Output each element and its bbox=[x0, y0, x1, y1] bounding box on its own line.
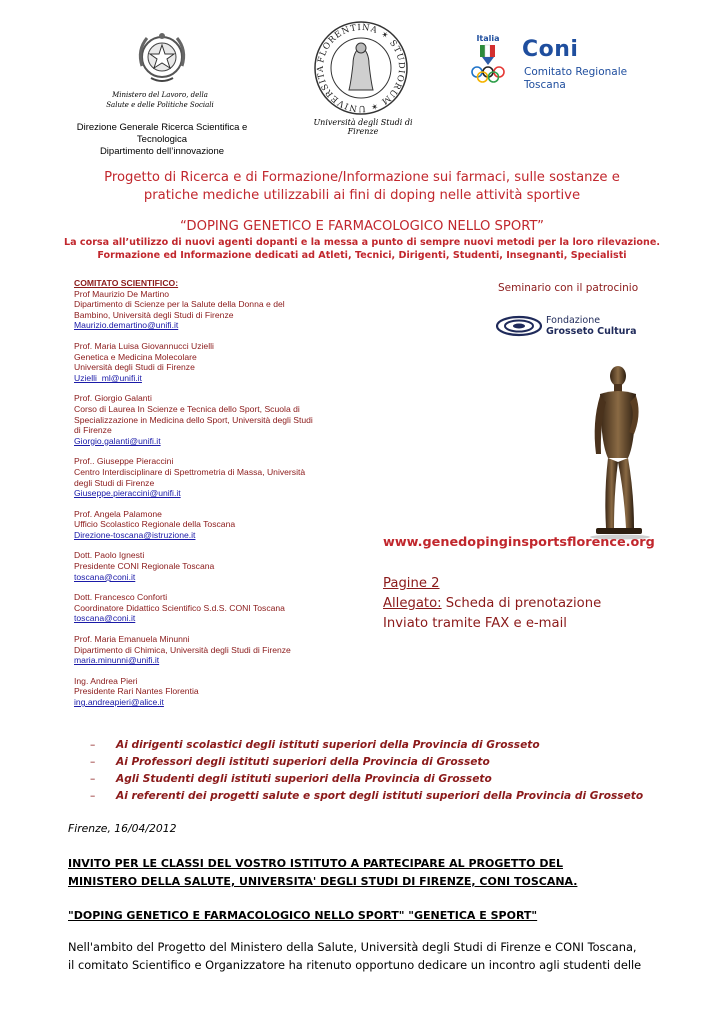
sent-via: Inviato tramite FAX e e-mail bbox=[383, 616, 567, 631]
committee-member: Prof Maurizio De Martino Dipartimento di Scienze per la Salute della Donna e del Bambino, Università degli Studi di Firenze Maurizio.demartino@unifi.it bbox=[74, 289, 324, 331]
coni-italia-label: Italia bbox=[476, 34, 500, 43]
website-link[interactable]: www.genedopinginsportsflorence.org bbox=[383, 535, 655, 550]
member-email-link[interactable]: Direzione-toscana@istruzione.it bbox=[74, 529, 196, 540]
fondazione-name: Fondazione Grosseto Cultura bbox=[546, 315, 637, 337]
doping-title: “DOPING GENETICO E FARMACOLOGICO NELLO SPORT” bbox=[179, 219, 545, 234]
committee-member: Prof. Angela Palamone Ufficio Scolastico Regionale della Toscana Direzione-toscana@istruzione.it bbox=[74, 509, 324, 541]
recipient-item: – Agli Studenti degli istituti superiori della Provincia di Grosseto bbox=[90, 773, 492, 785]
university-seal bbox=[313, 20, 409, 116]
svg-text:FLORENTINA ✶ STUDIORUM ✶ UNIVE: FLORENTINA ✶ STUDIORUM ✶ UNIVERSITA bbox=[315, 22, 407, 114]
department: Direzione Generale Ricerca Scientifica e Tecnologica Dipartimento dell’innovazione bbox=[76, 122, 248, 157]
member-email-link[interactable]: ing.andreapieri@alice.it bbox=[74, 697, 164, 707]
coni-name: Coni bbox=[522, 37, 579, 62]
committee-member: Dott. Paolo Ignesti Presidente CONI Regionale Toscana toscana@coni.it bbox=[74, 550, 324, 582]
committee-member: Prof.. Giuseppe Pieraccini Centro Interdisciplinare di Spettrometria di Massa, Università degli Studi di Firenze Giuseppe.pieraccini@unifi.it bbox=[74, 456, 324, 498]
member-email-link[interactable]: Giorgio.galanti@unifi.it bbox=[74, 435, 161, 446]
coni-subtitle: Comitato Regionale Toscana bbox=[524, 66, 628, 91]
seminar-patronage: Seminario con il patrocinio bbox=[498, 282, 639, 294]
committee-member: Prof. Maria Luisa Giovannucci Uzielli Genetica e Medicina Molecolare Università degli Studi di Firenze Uzielli_ml@unifi.it bbox=[74, 341, 324, 383]
letter-body: Nell'ambito del Progetto del Ministero della Salute, Università degli Studi di Firenze e CONI Toscana, il comitato Scientifico e Organizzatore ha ritenuto opportuno dedicare un incontro agli studenti delle bbox=[68, 940, 642, 972]
bronze-statue-image bbox=[582, 362, 654, 540]
member-email-link[interactable]: Uzielli_ml@unifi.it bbox=[74, 372, 142, 383]
letter-date: Firenze, 16/04/2012 bbox=[68, 822, 177, 835]
member-email-link[interactable]: toscana@coni.it bbox=[74, 613, 136, 624]
letter-subject: "DOPING GENETICO E FARMACOLOGICO NELLO SPORT" "GENETICA E SPORT" bbox=[68, 909, 538, 922]
coni-logo bbox=[468, 34, 508, 90]
committee-member: Ing. Andrea Pieri Presidente Rari Nantes Florentia ing.andreapieri@alice.it bbox=[74, 676, 324, 708]
committee-member: Dott. Francesco Conforti Coordinatore Didattico Scientifico S.d.S. CONI Toscana toscana@coni.it bbox=[74, 592, 324, 624]
committee-member: Prof. Giorgio Galanti Corso di Laurea In Scienze e Tecnica dello Sport, Scuola di Specializzazione in Medicina dello Sport, Università degli Studi di Firenze Giorgio.galanti@unifi.it bbox=[74, 393, 324, 446]
committee-member: Prof. Maria Emanuela Minunni Dipartimento di Chimica, Università degli Studi di Firenze maria.minunni@unifi.it bbox=[74, 634, 324, 666]
attachment-line: Allegato: Scheda di prenotazione bbox=[383, 596, 602, 611]
recipient-item: – Ai Professori degli istituti superiori della Provincia di Grosseto bbox=[90, 756, 490, 768]
university-caption: Università degli Studi di Firenze bbox=[313, 118, 413, 136]
ministry-caption: Ministero del Lavoro, della Salute e delle Politiche Sociali bbox=[106, 91, 214, 109]
committee-heading: COMITATO SCIENTIFICO: bbox=[74, 278, 179, 288]
pages-count: Pagine 2 bbox=[383, 576, 440, 591]
document-info bbox=[383, 574, 601, 634]
member-email-link[interactable]: Giuseppe.pieraccini@unifi.it bbox=[74, 488, 181, 499]
fondazione-logo bbox=[496, 315, 542, 337]
recipient-item: – Ai referenti dei progetti salute e sport degli istituti superiori della Provincia di Grosseto bbox=[90, 790, 644, 802]
project-subtitle: La corsa all’utilizzo di nuovi agenti dopanti e la messa a punto di sempre nuovi metodi per la loro rilevazione. Formazione ed Informazione dedicati ad Atleti, Tecnici, Dirigenti, Studenti, Insegnanti, Specialisti bbox=[64, 237, 660, 261]
recipients-list bbox=[90, 737, 700, 805]
member-email-link[interactable]: maria.minunni@unifi.it bbox=[74, 655, 160, 666]
recipient-item: – Ai dirigenti scolastici degli istituti superiori della Provincia di Grosseto bbox=[90, 739, 540, 751]
scientific-committee bbox=[74, 278, 324, 708]
ministry-emblem bbox=[133, 28, 191, 86]
invite-heading: INVITO PER LE CLASSI DEL VOSTRO ISTITUTO A PARTECIPARE AL PROGETTO DEL MINISTERO DELLA SALUTE, UNIVERSITA' DEGLI STUDI DI FIRENZE, CONI TOSCANA. bbox=[68, 857, 578, 888]
member-email-link[interactable]: Maurizio.demartino@unifi.it bbox=[74, 320, 179, 331]
member-email-link[interactable]: toscana@coni.it bbox=[74, 571, 136, 582]
project-title: Progetto di Ricerca e di Formazione/Informazione sui farmaci, sulle sostanze e pratiche mediche utilizzabili ai fini di doping nelle attività sportive bbox=[104, 170, 620, 203]
